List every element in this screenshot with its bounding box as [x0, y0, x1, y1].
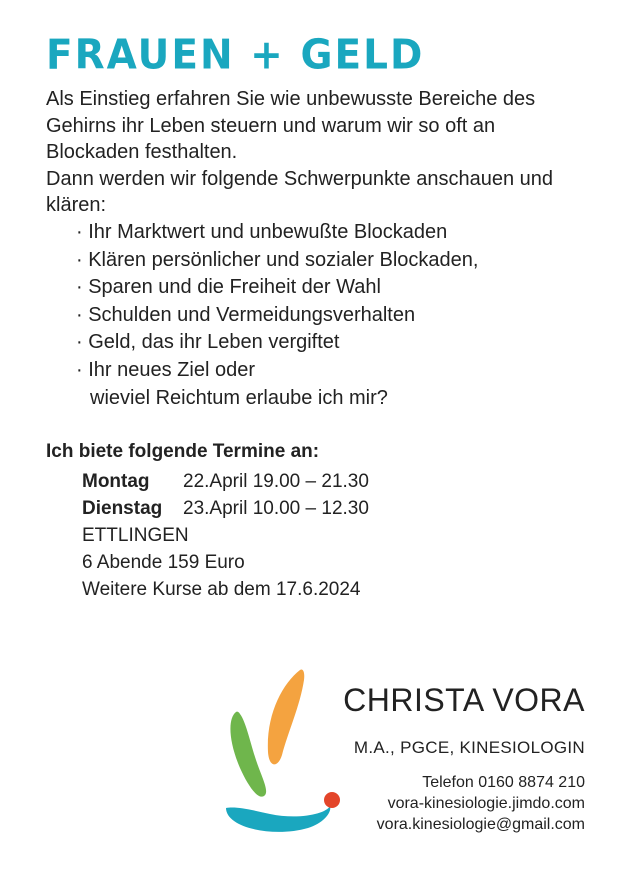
- contact-phone: Telefon 0160 8874 210: [422, 774, 585, 791]
- contact-name: CHRISTA VORA: [343, 682, 585, 718]
- offer-heading: Ich biete folgende Termine an:: [46, 441, 320, 462]
- logo-orange-leaf: [268, 669, 304, 764]
- date-time: 22.April 19.00 – 21.30: [183, 471, 369, 492]
- intro-paragraph-1: Als Einstieg erfahren Sie wie unbewusste Bereiche des Gehirns ihr Leben steuern und warum wir so oft an Blockaden festhalten.: [46, 88, 536, 164]
- topic-list: [46, 219, 586, 412]
- logo-green-leaf: [230, 712, 266, 797]
- location: ETTLINGEN: [82, 525, 189, 546]
- intro-section: [46, 86, 586, 412]
- list-item: · Klären persönlicher und sozialer Blockaden,: [76, 248, 479, 271]
- list-item: · Ihr Marktwert und unbewußte Blockaden: [76, 220, 448, 243]
- more-courses: Weitere Kurse ab dem 17.6.2024: [82, 579, 361, 600]
- date-row: [46, 495, 566, 522]
- intro-paragraph-2: Dann werden wir folgende Schwerpunkte anschauen und klären:: [46, 167, 554, 217]
- contact-titles: M.A., PGCE, KINESIOLOGIN: [353, 738, 585, 757]
- contact-lines: [343, 772, 585, 835]
- list-item: · Geld, das ihr Leben vergiftet: [76, 331, 340, 354]
- contact-block: [343, 684, 585, 835]
- list-item: · Sparen und die Freiheit der Wahl: [76, 276, 381, 299]
- contact-email[interactable]: vora.kinesiologie@gmail.com: [376, 816, 585, 833]
- date-day: Dienstag: [82, 498, 163, 519]
- list-item-continuation: wieviel Reichtum erlaube ich mir?: [90, 386, 388, 409]
- flyer-title: FRAUEN + GELD: [46, 31, 425, 80]
- logo-red-dot: [324, 792, 340, 808]
- date-day: Montag: [82, 471, 150, 492]
- logo-icon: [222, 660, 352, 840]
- list-item: · Schulden und Vermeidungsverhalten: [76, 303, 416, 326]
- offer-section: [46, 441, 566, 603]
- date-time: 23.April 10.00 – 12.30: [183, 498, 369, 519]
- price: 6 Abende 159 Euro: [82, 552, 245, 573]
- date-row: [46, 468, 566, 495]
- contact-website[interactable]: vora-kinesiologie.jimdo.com: [387, 795, 585, 812]
- list-item-text: · Ihr neues Ziel oder: [76, 358, 255, 381]
- list-item: [46, 357, 586, 412]
- logo-teal-wave: [226, 806, 330, 832]
